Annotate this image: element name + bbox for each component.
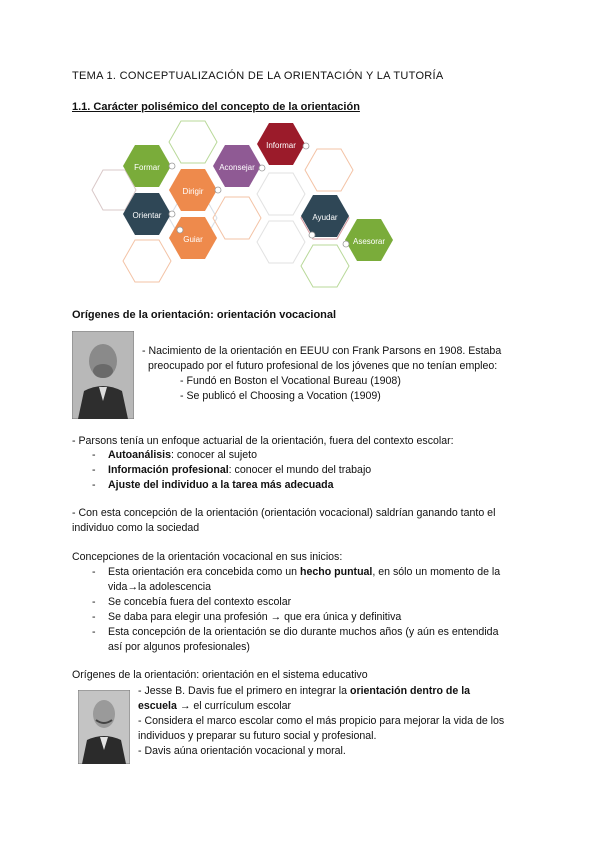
origins-heading: Orígenes de la orientación: orientación vocacional [72, 309, 337, 321]
davis-text [138, 684, 526, 759]
parsons-line: - Se publicó el Choosing a Vocation (1909) [180, 390, 381, 402]
outline-hexagon [257, 221, 305, 263]
list-item [86, 463, 506, 478]
list-item [86, 625, 532, 655]
list-item-text: , en sólo un momento de la [372, 566, 501, 578]
list-item-bold: hecho puntual [299, 566, 373, 578]
ayudar-label: Ayudar [312, 213, 338, 222]
conceptions-heading: Concepciones de la orientación vocacional en sus inicios: [72, 551, 343, 563]
document-title: TEMA 1. CONCEPTUALIZACIÓN DE LA ORIENTACIÓN Y LA TUTORÍA [72, 70, 444, 82]
conceptions-list [86, 565, 532, 655]
conclusion-line: individuo como la sociedad [72, 522, 200, 534]
approach-list [86, 448, 506, 493]
davis-line: individuos y preparar su futuro social y profesional. [138, 730, 377, 742]
list-item-bold: Información profesional [108, 464, 229, 476]
list-item-text: Esta concepción de la orientación se dio durante muchos años (y aún es entendida [108, 626, 499, 638]
orientation-hexagon-diagram [76, 118, 406, 290]
davis-line: - Considera el marco escolar como el más propicio para mejorar la vida de los [138, 715, 505, 727]
parsons-text [142, 344, 530, 404]
list-item-text: Se daba para elegir una profesión → que era única y definitiva [108, 611, 402, 623]
davis-bold-part: orientación dentro de la [349, 685, 471, 697]
davis-portrait [78, 690, 130, 764]
outline-hexagon [305, 149, 353, 191]
asesorar-label: Asesorar [352, 237, 386, 246]
davis-text-part: - Jesse B. Davis fue el primero en integrar la [138, 685, 350, 697]
informar-label: Informar [266, 141, 296, 150]
conclusion-line: - Con esta concepción de la orientación (orientación vocacional) saldrían ganando tanto el [72, 507, 496, 519]
approach-intro: - Parsons tenía un enfoque actuarial de la orientación, fuera del contexto escolar: [72, 435, 454, 447]
educational-heading: Orígenes de la orientación: orientación en el sistema educativo [72, 669, 368, 681]
parsons-line: preocupado por el futuro profesional de los jóvenes que no tenían empleo: [148, 360, 498, 372]
connector-dot [303, 143, 309, 149]
outline-hexagon [169, 121, 217, 163]
connector-dot [259, 165, 265, 171]
list-item-bold: Ajuste del individuo a la tarea más adecuada [108, 479, 334, 491]
connector-dot [177, 227, 183, 233]
list-item [86, 478, 506, 493]
list-item [86, 610, 532, 625]
connector-dot [343, 241, 349, 247]
list-item-text: así por algunos profesionales) [108, 641, 250, 653]
outline-hexagon [213, 197, 261, 239]
connector-dot [309, 232, 315, 238]
davis-line [138, 684, 526, 699]
list-item-text: vida→la adolescencia [108, 581, 212, 593]
outline-hexagon [257, 173, 305, 215]
davis-text-part: → el currículum escolar [176, 700, 292, 712]
parsons-line: - Fundó en Boston el Vocational Bureau (1908) [180, 375, 401, 387]
list-item [86, 565, 532, 595]
davis-line: - Davis aúna orientación vocacional y moral. [138, 745, 346, 757]
connector-dot [169, 163, 175, 169]
outline-hexagon [123, 240, 171, 282]
section-heading: 1.1. Carácter polisémico del concepto de la orientación [72, 101, 360, 113]
list-item [86, 448, 506, 463]
guiar-label: Guiar [183, 235, 203, 244]
aconsejar-label: Aconsejar [219, 163, 255, 172]
list-item [86, 595, 532, 610]
list-item-text: : conocer el mundo del trabajo [228, 464, 372, 476]
conclusion-text [72, 506, 532, 536]
formar-label: Formar [134, 163, 160, 172]
list-item-text: Esta orientación era concebida como un [108, 566, 300, 578]
connector-dot [215, 187, 221, 193]
list-item-bold: Autoanálisis [108, 449, 171, 461]
parsons-portrait [72, 331, 134, 419]
connector-dot [169, 211, 175, 217]
list-item-text: Se concebía fuera del contexto escolar [108, 596, 292, 608]
orientar-label: Orientar [132, 211, 162, 220]
davis-bold-part: escuela [138, 700, 177, 712]
outline-hexagon [301, 245, 349, 287]
parsons-line: - Nacimiento de la orientación en EEUU con Frank Parsons en 1908. Estaba [142, 345, 502, 357]
list-item-text: : conocer al sujeto [171, 449, 257, 461]
dirigir-label: Dirigir [182, 187, 204, 196]
davis-line [138, 699, 526, 714]
